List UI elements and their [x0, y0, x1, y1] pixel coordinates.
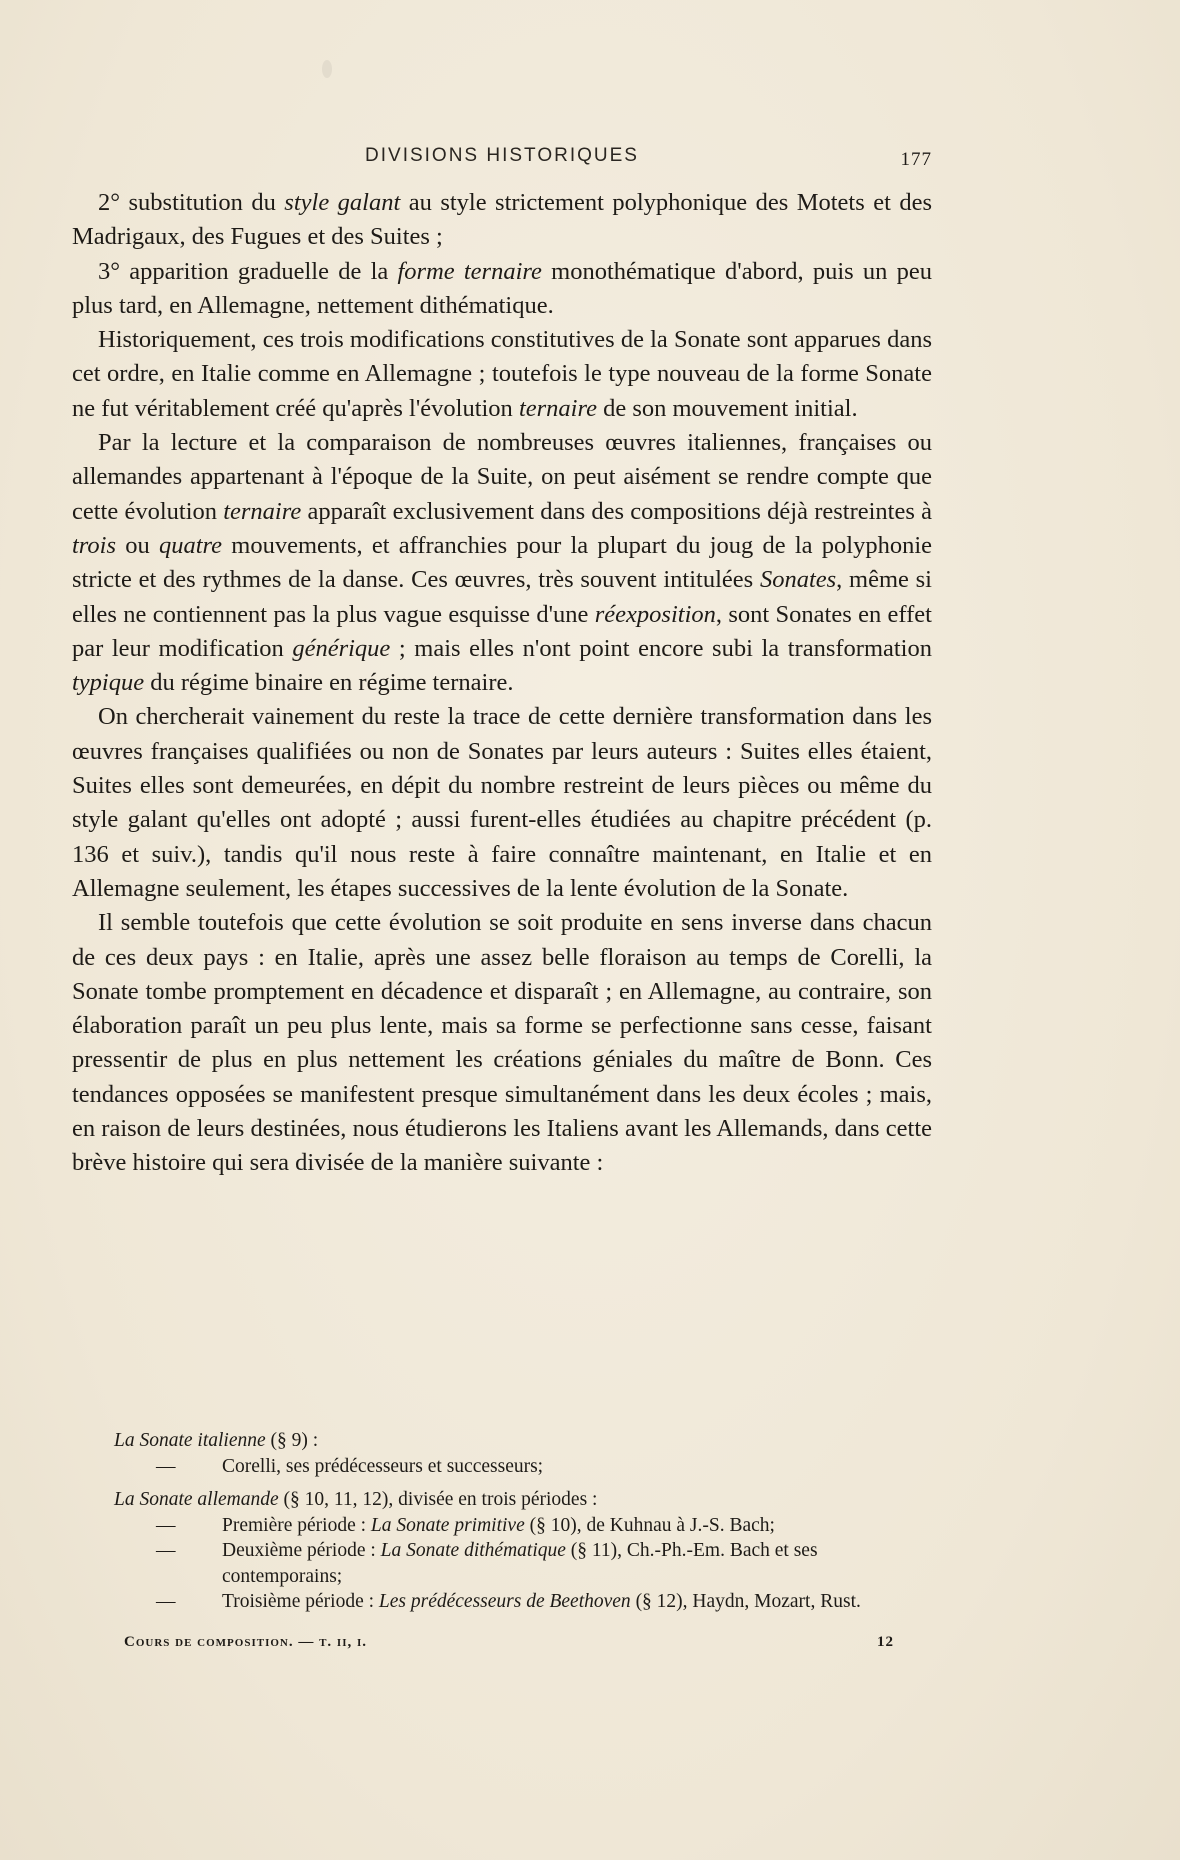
outline-entry — [114, 1538, 934, 1589]
entry-dash: — — [156, 1455, 176, 1477]
italic-run: forme ternaire — [397, 257, 542, 285]
outline-section — [114, 1487, 934, 1615]
outline-heading — [114, 1428, 934, 1454]
text-run: Il semble toutefois que cette évolution se soit produite en sens inverse dans chacun de ces deux pays : en Italie, après une assez belle floraison au temps de Corelli, la Sonate tombe promptement en décadence et disparaît ; en Allemagne, au contraire, son élaboration paraît un peu plus lente, mais sa forme se perfectionne sans cesse, faisant pressentir de plus en plus nettement les créations géniales du maître de Bonn. Ces tendances opposées se manifestent presque simultanément dans les deux écoles ; mais, en raison de leurs destinées, nous étudierons les Italiens avant les Allemands, dans cette brève histoire qui sera divisée de la manière suivante : — [72, 909, 932, 1177]
text-run: ou — [116, 531, 159, 559]
text-run: Première période : — [222, 1514, 371, 1536]
paragraph — [72, 186, 932, 255]
running-head: DIVISIONS HISTORIQUES — [365, 145, 639, 166]
outline-section — [114, 1428, 934, 1479]
text-run: , même si elles ne contiennent pas la plus vague esquisse d'une — [72, 566, 932, 628]
italic-run: générique — [292, 634, 391, 662]
paragraph — [72, 700, 932, 906]
italic-run: réexposition — [594, 600, 716, 628]
text-run: du régime binaire en régime ternaire. — [144, 669, 514, 697]
text-run: (§ 11), Ch.-Ph.-Em. Bach et ses contemporains; — [222, 1540, 818, 1587]
italic-run: La Sonate allemande — [114, 1489, 279, 1510]
entry-dash: — — [156, 1514, 176, 1536]
italic-run: La Sonate primitive — [370, 1514, 525, 1536]
signature-mark: 12 — [877, 1634, 894, 1650]
text-run: de son mouvement initial. — [596, 394, 858, 422]
text-run: Corelli, ses prédécesseurs et successeurs; — [222, 1455, 544, 1477]
text-run: Par la lecture et la comparaison de nombreuses œuvres italiennes, françaises ou allemandes appartenant à l'époque de la Suite, on peut aisément se rendre compte que cette évolution — [72, 429, 932, 525]
italic-run: typique — [72, 669, 145, 697]
text-run: au style strictement polyphonique des Motets et des Madrigaux, des Fugues et des Suites ; — [72, 189, 933, 251]
paragraph — [72, 426, 932, 700]
text-run: (§ 10, 11, 12), divisée en trois périodes : — [278, 1489, 598, 1510]
text-run: 3° apparition graduelle de la — [98, 257, 398, 285]
body-text — [72, 186, 932, 1181]
italic-run: La Sonate dithématique — [380, 1540, 566, 1561]
page-footer — [124, 1634, 894, 1658]
paragraph — [72, 323, 932, 426]
text-run: Troisième période : — [222, 1591, 379, 1612]
text-run: mouvements, et affranchies pour la plupart du joug de la polyphonie stricte et des rythmes de la danse. Ces œuvres, très souvent intitulées — [72, 531, 933, 594]
paragraph — [72, 255, 932, 324]
text-run: , sont Sonates en effet par leur modification — [72, 600, 932, 662]
text-run: 2° substitution du — [98, 189, 285, 216]
outline-entry — [114, 1513, 934, 1539]
text-run: Historiquement, ces trois modifications constitutives de la Sonate sont apparues dans cet ordre, en Italie comme en Allemagne ; toutefois le type nouveau de la forme Sonate ne fut véritablement créé qu'après l'évolution — [72, 326, 932, 422]
italic-run: ternaire — [223, 497, 302, 525]
italic-run: Sonates — [759, 566, 837, 594]
outline-entry — [114, 1454, 934, 1480]
entry-dash: — — [156, 1591, 176, 1612]
text-run: ; mais elles n'ont point encore subi la transformation — [390, 634, 932, 662]
text-run: On chercherait vainement du reste la trace de cette dernière transformation dans les œuvres françaises qualifiées ou non de Sonates par leurs auteurs : Suites elles étaient, Suites elles sont demeurées, en dépit du nombre restreint de leurs pièces ou même du style galant qu'elles ont adopté ; aussi furent-elles étudiées au chapitre précédent (p. 136 et suiv.), tandis qu'il nous reste à faire connaître maintenant, en Italie et en Allemagne seulement, les étapes successives de la lente évolution de la Sonate. — [72, 703, 932, 902]
text-run: Deuxième période : — [222, 1540, 381, 1561]
text-run: (§ 12), Haydn, Mozart, Rust. — [630, 1591, 861, 1612]
entry-dash: — — [156, 1540, 176, 1561]
text-run: monothématique d'abord, puis un peu plus tard, en Allemagne, nettement dithématique. — [72, 257, 933, 319]
outline-entry — [114, 1589, 934, 1615]
italic-run: style galant — [284, 189, 401, 216]
page-header — [72, 145, 932, 175]
paper-stain — [322, 60, 332, 78]
italic-run: Les prédécesseurs de Beethoven — [378, 1591, 631, 1612]
chapter-outline — [114, 1428, 934, 1615]
italic-run: ternaire — [518, 394, 597, 422]
signature-line: Cours de composition. — t. ii, i. — [124, 1634, 368, 1650]
page-number: 177 — [900, 149, 932, 170]
text-run: (§ 10), de Kuhnau à J.-S. Bach; — [524, 1514, 775, 1536]
italic-run: quatre — [158, 531, 223, 559]
outline-heading — [114, 1487, 934, 1513]
italic-run: trois — [72, 531, 117, 559]
paragraph — [72, 906, 932, 1180]
text-run: (§ 9) : — [265, 1430, 319, 1451]
text-run: apparaît exclusivement dans des compositions déjà restreintes à — [301, 497, 932, 525]
italic-run: La Sonate italienne — [114, 1430, 266, 1451]
